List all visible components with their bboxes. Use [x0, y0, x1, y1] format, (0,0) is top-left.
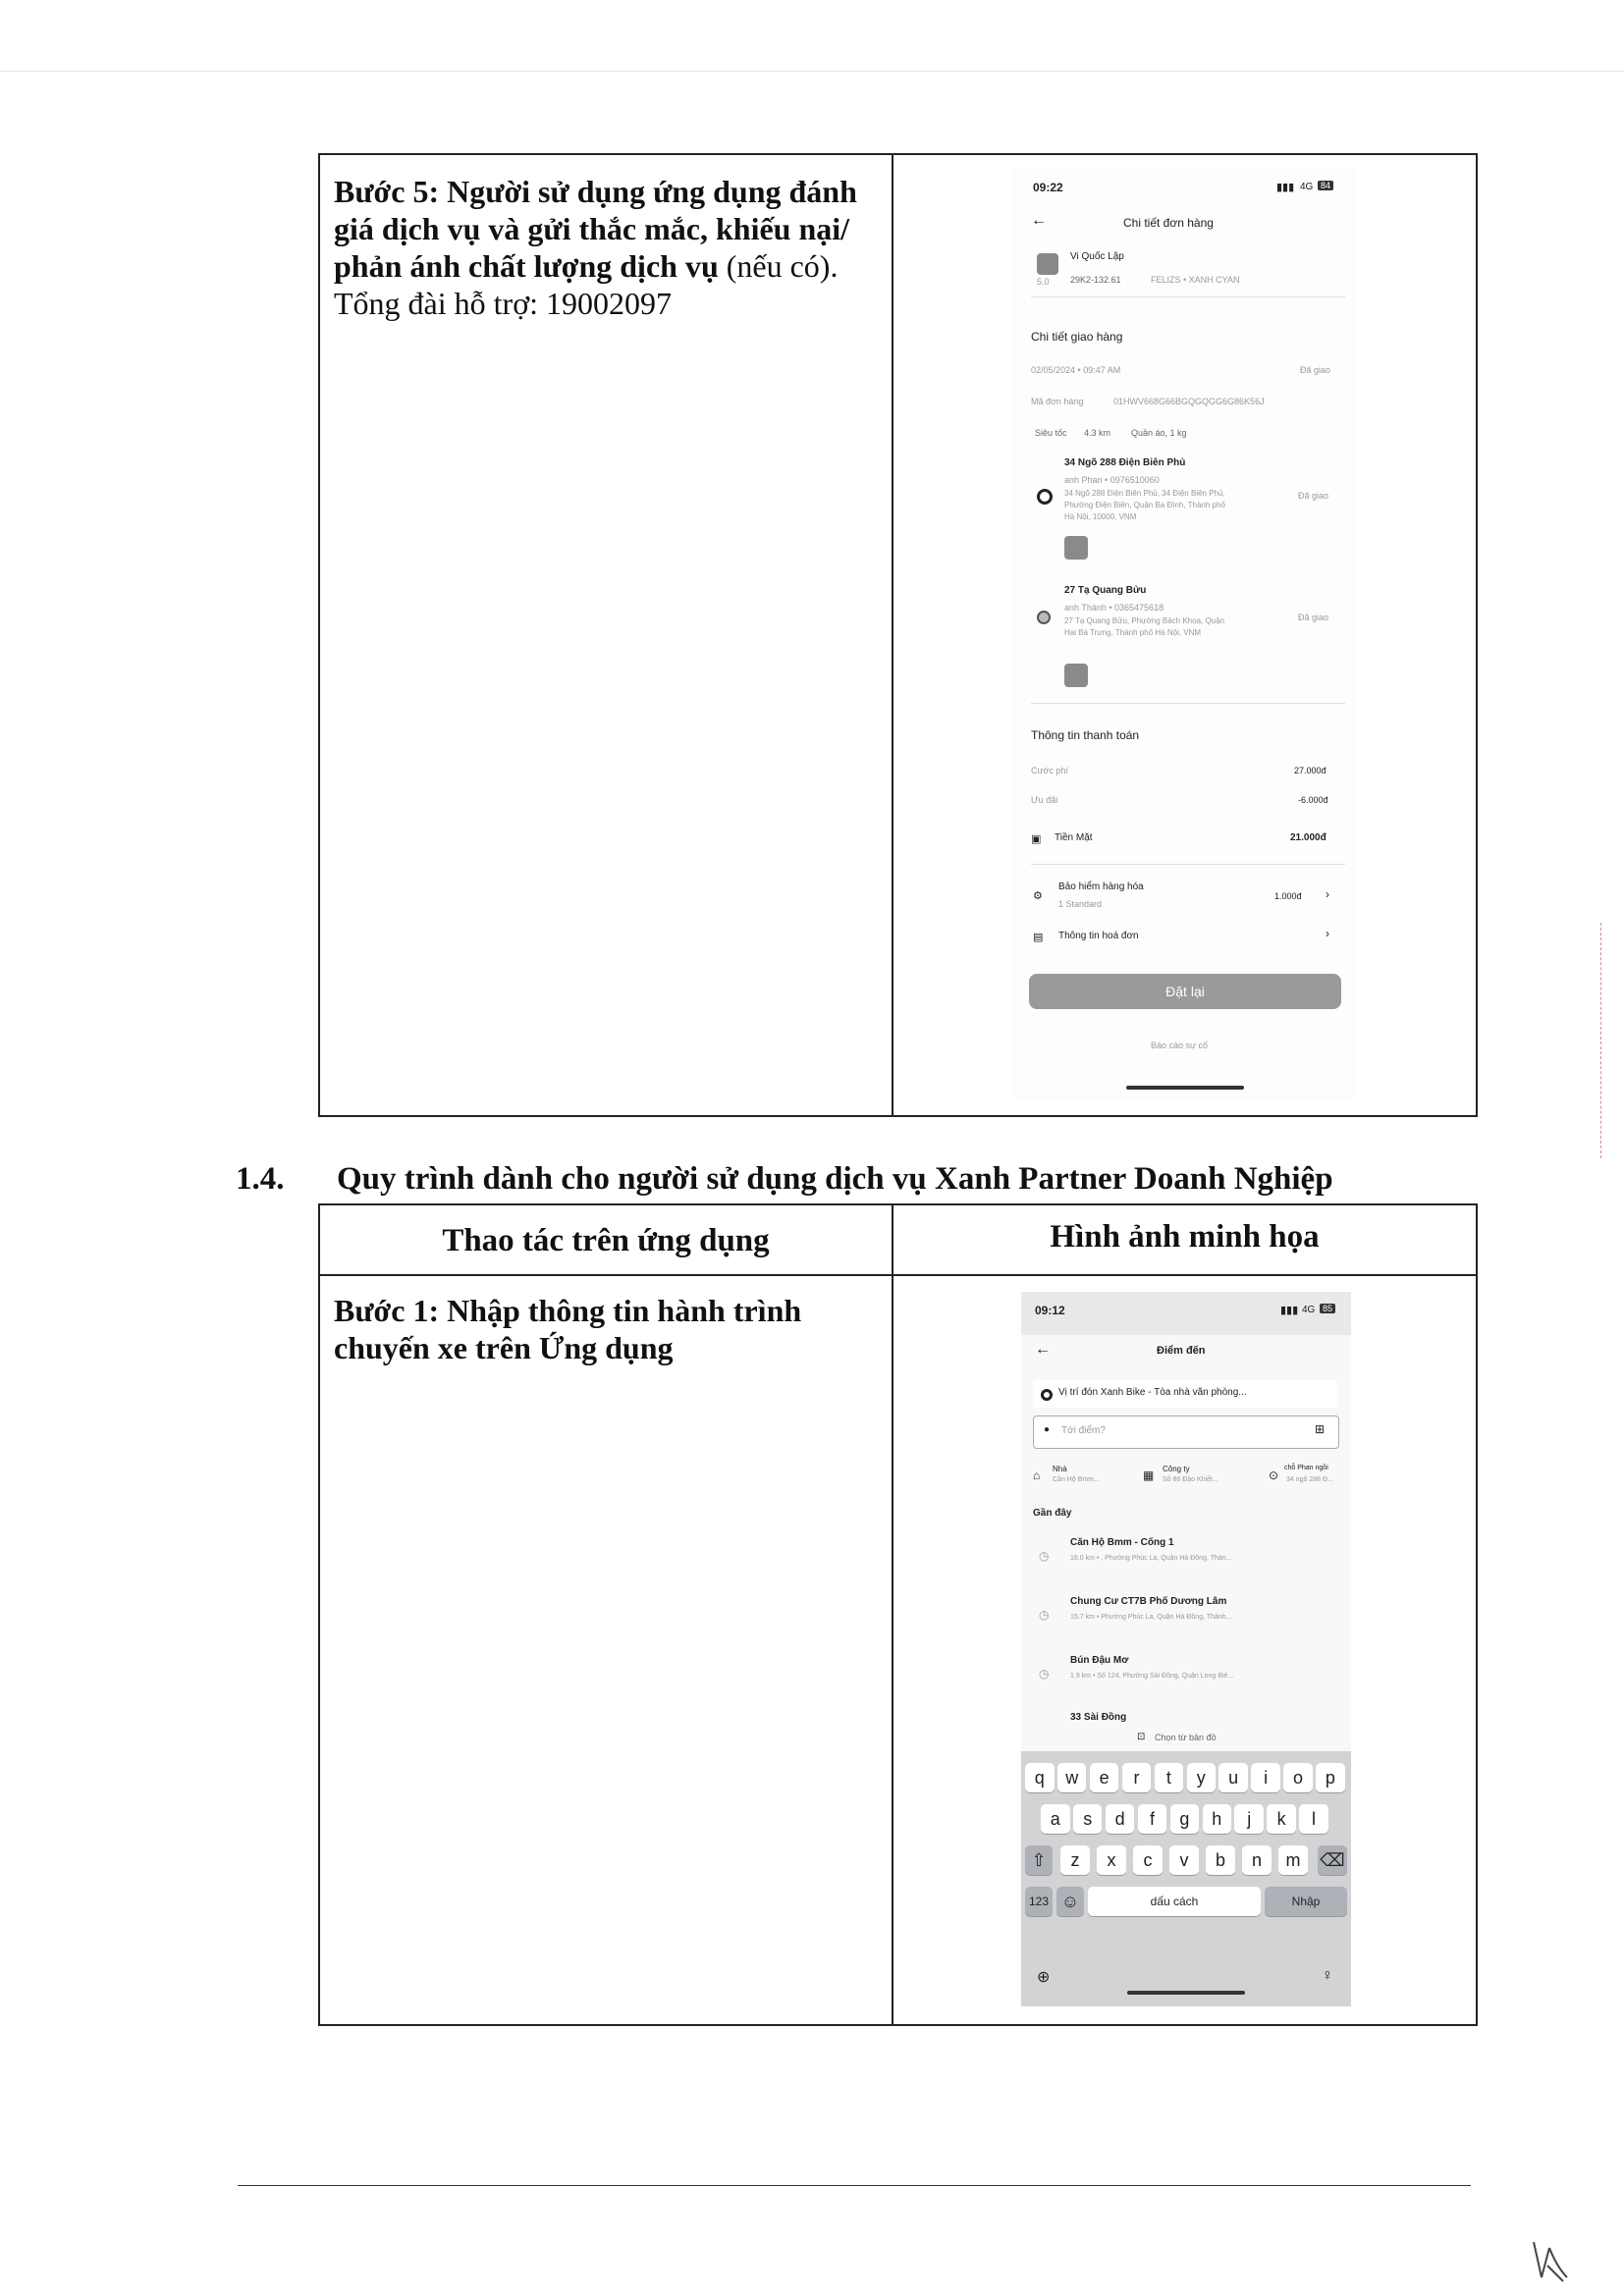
step1-description	[334, 1292, 884, 1366]
dropoff-photo[interactable]	[1064, 664, 1088, 687]
letter-m-key[interactable]: m	[1278, 1845, 1308, 1875]
recent-title: Gần đây	[1033, 1508, 1072, 1519]
letter-k-key[interactable]: k	[1267, 1804, 1296, 1834]
cash-label: Tiền Mặt	[1055, 832, 1093, 843]
backspace-key[interactable]: ⌫	[1318, 1845, 1347, 1875]
dropoff-address-2: Hai Bà Trưng, Thành phố Hà Nội, VNM	[1064, 628, 1202, 637]
reorder-button[interactable]: Đặt lại	[1029, 974, 1341, 1009]
recent-clock-icon: ◷	[1039, 1549, 1050, 1563]
letter-a-key[interactable]: a	[1041, 1804, 1070, 1834]
table1-bottom-border	[318, 1115, 1478, 1117]
section-title: Quy trình dành cho người sử dụng dịch vụ Xanh Partner Doanh Nghiệp	[337, 1161, 1333, 1197]
recent-item-4-name[interactable]: 33 Sài Đồng	[1070, 1712, 1127, 1723]
home-indicator	[1126, 1086, 1244, 1090]
pick-from-map-link[interactable]: Chọn từ bản đồ	[1155, 1733, 1217, 1742]
destination-screenshot	[1021, 1292, 1351, 2006]
pickup-photo[interactable]	[1064, 536, 1088, 560]
recent-item-2-address: 15.7 km • Phường Phúc La, Quận Hà Đông, Thành...	[1070, 1614, 1232, 1621]
letter-u-key[interactable]: u	[1218, 1763, 1248, 1792]
enter-key[interactable]: Nhập	[1265, 1887, 1347, 1916]
letter-n-key[interactable]: n	[1242, 1845, 1272, 1875]
pickup-status: Đã giao	[1298, 491, 1329, 501]
numbers-key[interactable]: 123	[1025, 1887, 1053, 1916]
fee-value: 27.000đ	[1294, 766, 1326, 775]
letter-c-key[interactable]: c	[1133, 1845, 1163, 1875]
letter-o-key[interactable]: o	[1283, 1763, 1313, 1792]
letter-i-key[interactable]: i	[1251, 1763, 1280, 1792]
table2-header-border	[318, 1274, 1478, 1276]
recent-item-3-address: 1.9 km • Số 124, Phường Sài Đồng, Quận Long Biê...	[1070, 1673, 1234, 1680]
map-plus-icon[interactable]: ⊞	[1315, 1422, 1326, 1436]
invoice-label[interactable]: Thông tin hoá đơn	[1058, 931, 1139, 941]
status-signal: ▮▮▮	[1276, 182, 1295, 193]
cash-value: 21.000đ	[1290, 832, 1326, 843]
table1-middle-border	[892, 153, 893, 1117]
status-battery: 84	[1318, 181, 1333, 190]
destination-pin-icon: ●	[1044, 1424, 1051, 1435]
margin-handwriting	[1600, 923, 1615, 1158]
step5-line1: Người sử dụng ứng dụng đánh	[447, 174, 857, 209]
origin-dot-icon	[1041, 1389, 1053, 1401]
letter-g-key[interactable]: g	[1170, 1804, 1200, 1834]
order-datetime: 02/05/2024 • 09:47 AM	[1031, 365, 1121, 375]
pickup-address-1: 34 Ngõ 288 Điện Biên Phủ, 34 Điện Biên Phủ,	[1064, 489, 1225, 498]
table-header-actions: Thao tác trên ứng dụng	[442, 1223, 770, 1258]
insurance-label: Bảo hiểm hàng hóa	[1058, 881, 1144, 892]
letter-e-key[interactable]: e	[1090, 1763, 1119, 1792]
screen-title: Điểm đến	[1157, 1345, 1206, 1357]
status-network: 4G	[1302, 1305, 1316, 1315]
section-number: 1.4.	[236, 1161, 285, 1197]
shortcut-home-label[interactable]: Nhà	[1053, 1465, 1067, 1473]
step5-title: Bước 5:	[334, 174, 440, 209]
delivery-section-title: Chi tiết giao hàng	[1031, 330, 1123, 344]
dropoff-status: Đã giao	[1298, 613, 1329, 622]
globe-icon[interactable]: ⊕	[1037, 1969, 1051, 1986]
discount-label: Ưu đãi	[1031, 795, 1058, 805]
destination-placeholder: Tới điểm?	[1061, 1425, 1106, 1436]
recent-item-2-name[interactable]: Chung Cư CT7B Phố Dương Lâm	[1070, 1596, 1227, 1607]
shortcut-home-sub: Căn Hộ Bmm...	[1053, 1476, 1100, 1483]
place-pin-icon: ⊙	[1269, 1468, 1279, 1482]
order-code-label: Mã đơn hàng	[1031, 397, 1084, 406]
letter-r-key[interactable]: r	[1122, 1763, 1152, 1792]
shortcut-company-label[interactable]: Công ty	[1163, 1465, 1190, 1473]
table2-right-border	[1476, 1203, 1478, 2026]
status-time: 09:22	[1033, 181, 1063, 194]
tag-package: Quần áo, 1 kg	[1131, 428, 1187, 438]
tag-service: Siêu tốc	[1035, 428, 1067, 438]
page-top-rule	[0, 71, 1624, 72]
letter-h-key[interactable]: h	[1203, 1804, 1232, 1834]
status-network: 4G	[1300, 182, 1314, 192]
insurance-value: 1.000đ	[1274, 891, 1302, 901]
recent-clock-icon: ◷	[1039, 1608, 1050, 1622]
divider	[1031, 296, 1345, 297]
status-battery: 85	[1320, 1304, 1335, 1313]
pickup-dot-icon	[1037, 489, 1053, 505]
tag-distance: 4.3 km	[1084, 428, 1111, 438]
dropoff-contact: anh Thành • 0365475618	[1064, 603, 1164, 613]
letter-j-key[interactable]: j	[1234, 1804, 1264, 1834]
home-indicator	[1127, 1991, 1245, 1995]
table1-top-border	[318, 153, 1478, 155]
keyboard	[1021, 1751, 1351, 2006]
invoice-icon: ▤	[1033, 932, 1044, 943]
letter-z-key[interactable]: z	[1060, 1845, 1090, 1875]
step5-line3-normal: (nếu có).	[726, 248, 839, 284]
recent-item-1-address: 16.0 km • , Phường Phúc La, Quận Hà Đông, Thàn...	[1070, 1555, 1232, 1562]
fee-label: Cước phí	[1031, 766, 1068, 775]
microphone-icon[interactable]: ♀	[1322, 1967, 1333, 1984]
report-issue-link[interactable]: Báo cáo sự cố	[1151, 1041, 1209, 1050]
company-icon: ▦	[1143, 1468, 1155, 1482]
dropoff-title: 27 Tạ Quang Bửu	[1064, 585, 1147, 596]
driver-plate: 29K2-132.61	[1070, 275, 1121, 285]
footer-rule	[238, 2185, 1471, 2186]
table1-left-border	[318, 153, 320, 1117]
table2-middle-border	[892, 1203, 893, 2026]
recent-item-3-name[interactable]: Bún Đậu Mơ	[1070, 1655, 1129, 1666]
table2-left-border	[318, 1203, 320, 2026]
step5-hotline: Tổng đài hỗ trợ: 19002097	[334, 286, 672, 321]
letter-q-key[interactable]: q	[1025, 1763, 1055, 1792]
pickup-title: 34 Ngõ 288 Điện Biên Phủ	[1064, 457, 1186, 468]
letter-v-key[interactable]: v	[1169, 1845, 1199, 1875]
driver-avatar	[1037, 253, 1058, 275]
pickup-address-3: Hà Nội, 10000, VNM	[1064, 512, 1137, 521]
order-detail-screenshot	[1013, 167, 1357, 1099]
payment-section-title: Thông tin thanh toán	[1031, 728, 1140, 742]
origin-text: Vị trí đón Xanh Bike - Tòa nhà văn phòng...	[1058, 1387, 1247, 1398]
table-header-illustration: Hình ảnh minh họa	[1050, 1219, 1320, 1255]
letter-d-key[interactable]: d	[1106, 1804, 1135, 1834]
letter-s-key[interactable]: s	[1073, 1804, 1103, 1834]
space-key[interactable]: dấu cách	[1088, 1887, 1261, 1916]
back-arrow-icon[interactable]: ←	[1031, 212, 1047, 229]
driver-name: Vi Quốc Lập	[1070, 251, 1124, 262]
pickup-address-2: Phường Điện Biên, Quận Ba Đình, Thành phố	[1064, 501, 1225, 509]
emoji-key[interactable]: ☺	[1056, 1887, 1084, 1916]
recent-clock-icon: ◷	[1039, 1667, 1050, 1681]
discount-value: -6.000đ	[1298, 795, 1328, 805]
step5-line2: giá dịch vụ và gửi thắc mắc, khiếu nại/	[334, 211, 850, 246]
status-signal: ▮▮▮	[1280, 1305, 1299, 1316]
step5-line3-bold: phản ánh chất lượng dịch vụ	[334, 248, 719, 284]
shortcut-place-sub: 34 ngõ 288 Đ...	[1286, 1476, 1333, 1483]
table2-bottom-border	[318, 2024, 1478, 2026]
pickup-contact: anh Phan • 0976510060	[1064, 475, 1160, 485]
shortcut-company-sub: Số 88 Đào Khiết...	[1163, 1476, 1218, 1483]
step1-line2: chuyến xe trên Ứng dụng	[334, 1330, 674, 1365]
recent-item-1-name[interactable]: Căn Hộ Bmm - Cống 1	[1070, 1537, 1174, 1548]
shortcut-place-label[interactable]: chỗ Phan ngồi	[1284, 1465, 1328, 1471]
letter-t-key[interactable]: t	[1155, 1763, 1184, 1792]
letter-p-key[interactable]: p	[1316, 1763, 1345, 1792]
home-icon: ⌂	[1033, 1468, 1041, 1482]
insurance-sub: 1 Standard	[1058, 899, 1103, 909]
insurance-chevron-icon[interactable]: ›	[1326, 887, 1329, 901]
driver-rating: 5.0	[1037, 277, 1050, 287]
initials-stroke	[1534, 2242, 1567, 2281]
initials-signature	[1528, 2238, 1571, 2285]
dropoff-address-1: 27 Tạ Quang Bửu, Phường Bách Khoa, Quận	[1064, 616, 1225, 625]
order-code: 01HWV668G66BGQGQGG6G86K56J	[1113, 397, 1265, 406]
status-time: 09:12	[1035, 1304, 1065, 1317]
driver-vehicle: FELIZS • XANH CYAN	[1151, 275, 1240, 285]
letter-x-key[interactable]: x	[1097, 1845, 1126, 1875]
order-status: Đã giao	[1300, 365, 1331, 375]
step1-title: Bước 1:	[334, 1293, 440, 1328]
origin-field[interactable]	[1033, 1380, 1337, 1408]
divider	[1031, 864, 1345, 865]
letter-b-key[interactable]: b	[1206, 1845, 1235, 1875]
dropoff-pin-icon	[1037, 611, 1051, 624]
letter-y-key[interactable]: y	[1187, 1763, 1217, 1792]
letter-w-key[interactable]: w	[1057, 1763, 1087, 1792]
divider	[1031, 703, 1345, 704]
map-icon: ⊡	[1137, 1732, 1146, 1742]
table2-top-border	[318, 1203, 1478, 1205]
shift-key[interactable]: ⇧	[1025, 1845, 1053, 1875]
destination-input[interactable]	[1033, 1415, 1339, 1449]
step1-line1: Nhập thông tin hành trình	[447, 1293, 802, 1328]
step5-description	[334, 173, 884, 322]
letter-l-key[interactable]: l	[1299, 1804, 1328, 1834]
back-arrow-icon[interactable]: ←	[1035, 1341, 1051, 1358]
insurance-icon: ⚙	[1033, 890, 1043, 902]
screen-title: Chi tiết đơn hàng	[1123, 216, 1214, 230]
cash-icon: ▣	[1031, 833, 1042, 845]
invoice-chevron-icon[interactable]: ›	[1326, 927, 1329, 940]
table1-right-border	[1476, 153, 1478, 1117]
letter-f-key[interactable]: f	[1138, 1804, 1167, 1834]
